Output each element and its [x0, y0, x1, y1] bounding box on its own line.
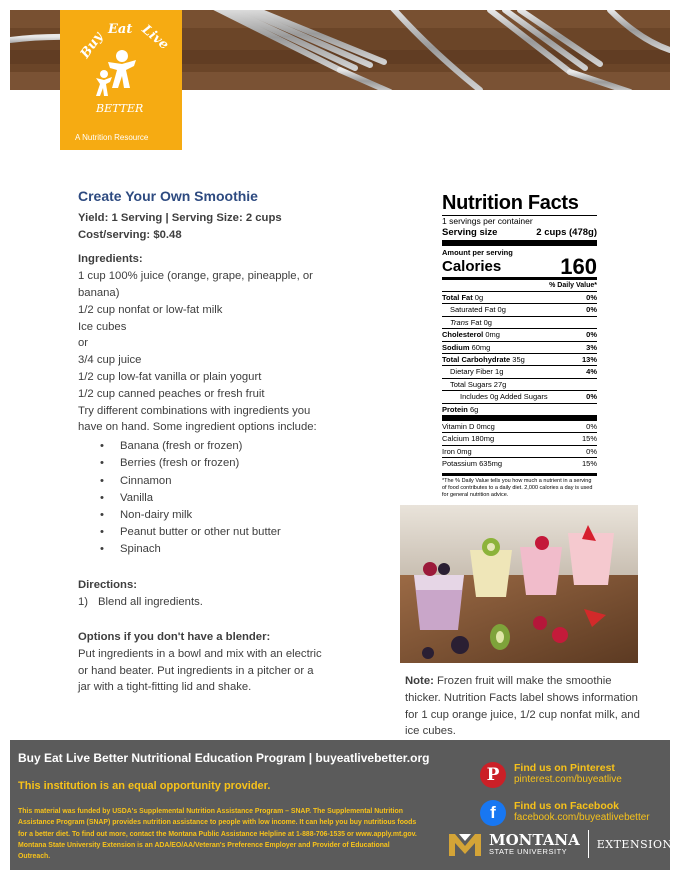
montana-state-extension-logo	[447, 830, 673, 858]
recipe-title: Create Your Own Smoothie	[78, 188, 258, 204]
nutrient-pct: 0%	[586, 305, 597, 315]
serving-size-value: 2 cups (478g)	[536, 227, 597, 238]
facebook-url[interactable]: facebook.com/buyeatlivebetter	[514, 812, 650, 823]
recipe-yield: Yield: 1 Serving | Serving Size: 2 cups	[78, 211, 282, 224]
nutrient-label: Total Sugars	[450, 379, 492, 389]
pinterest-icon: P	[480, 762, 506, 788]
nutrient-label: Dietary Fiber	[450, 367, 493, 377]
nutrient-pct: 0%	[586, 392, 597, 402]
nutrient-amount: 0mg	[457, 446, 472, 456]
nutrient-label: Total Carbohydrate	[442, 355, 511, 365]
nutrient-label: Includes 0g Added Sugars	[460, 392, 548, 402]
buy-eat-live-better-logo	[60, 10, 182, 150]
logo-word-buy: Buy	[77, 29, 107, 62]
calories-row	[442, 254, 597, 280]
nutrient-amount: 0mg	[485, 330, 500, 340]
ingredient-line: 3/4 cup juice	[78, 354, 142, 367]
nutrient-amount: 180mg	[471, 434, 495, 444]
nutrient-pct: 4%	[586, 367, 597, 377]
direction-number: 1)	[78, 596, 89, 609]
extension-label: EXTENSION	[596, 837, 673, 851]
nutrient-label: Total Fat	[442, 293, 473, 302]
pinterest-title: Find us on Pinterest	[514, 762, 615, 774]
nutrient-row-total-fat	[442, 292, 597, 304]
nutrient-pct: 15%	[581, 434, 597, 444]
logo-word-live: Live	[138, 22, 172, 53]
serving-size-row	[442, 227, 597, 246]
nutrient-pct: 13%	[581, 355, 597, 365]
ingredient-line: Try different combinations with ingredients you have on hand. Some ingredient options include:	[78, 404, 317, 434]
recipe-cost: Cost/serving: $0.48	[78, 228, 182, 241]
smoothie-note	[405, 673, 640, 740]
nutrient-pct: 3%	[586, 342, 597, 352]
list-item: • Cinnamon	[100, 473, 328, 490]
list-item: • Peanut butter or other nut butter	[100, 524, 328, 541]
nutrient-label: Potassium	[442, 459, 478, 469]
nutrient-label: Saturated Fat	[450, 305, 496, 315]
nutrient-row-added-sugars	[442, 391, 597, 403]
footer-program-title: Buy Eat Live Better Nutritional Education Program | buyeatlivebetter.org	[18, 751, 430, 765]
funding-fine-print: This material was funded by USDA's Supplemental Nutrition Assistance Program – SNAP. The Supplemental Nutrition Assistance Program (SNAP) provides nutrition assistance to people with low income. It can help you buy nutritious foods for a better diet. To find out more, contact the Montana Public Assistance Helpline at 1-888-706-1535 or www.apply.mt.gov. Montana State University Extension is an ADA/EO/AA/Veteran's Preference Employer and Provider of Educational Outreach.	[18, 808, 417, 861]
ingredient-line: 1 cup 100% juice (orange, grape, pineapple, or banana)	[78, 270, 313, 299]
nutrient-pct: 0%	[586, 446, 597, 456]
nutrition-footnote: *The % Daily Value tells you how much a nutrient in a serving of food contributes to a daily diet. 2,000 calories a day is used for general nutrition advice.	[442, 473, 597, 499]
nutrient-label: Cholesterol	[442, 330, 484, 340]
msu-subname: STATE UNIVERSITY	[489, 846, 568, 856]
nutrient-row-iron	[442, 446, 597, 458]
nutrient-amount: 6g	[469, 404, 479, 414]
ingredient-line: 1/2 cup canned peaches or fresh fruit	[78, 387, 265, 400]
nutrient-row-total-carbohydrate	[442, 354, 597, 366]
note-label: Note:	[405, 675, 434, 687]
nutrient-label: Iron	[442, 446, 455, 456]
nutrient-row-dietary-fiber	[442, 366, 597, 378]
smoothie-photo	[400, 505, 638, 663]
nutrient-label: Calcium	[442, 434, 470, 444]
nutrient-row-vitamin-d	[442, 421, 597, 433]
facebook-link[interactable]	[480, 800, 650, 826]
nutrient-row-total-sugars	[442, 379, 597, 391]
ingredient-options-list	[100, 438, 328, 558]
ingredient-line: 1/2 cup nonfat or low-fat milk	[78, 303, 223, 316]
recipe-section	[78, 188, 328, 696]
nutrient-amount: 60mg	[471, 342, 491, 352]
footer	[10, 740, 673, 870]
nutrient-amount: 0g	[497, 305, 506, 315]
calories-label: Calories	[442, 258, 502, 275]
nutrient-row-sodium	[442, 342, 597, 354]
nutrient-pct: 0%	[586, 422, 597, 432]
note-text: Frozen fruit will make the smoothie thicker. Nutrition Facts label shows information for 1 cup orange juice, 1/2 cup nonfat milk, and ice cubes.	[405, 675, 640, 738]
nutrient-label: Trans	[450, 317, 469, 327]
nutrient-amount: 1g	[495, 367, 504, 377]
logo-word-eat: Eat	[108, 22, 133, 37]
no-blender-heading: Options if you don't have a blender:	[78, 631, 271, 644]
nutrient-row-calcium	[442, 433, 597, 445]
logo-word-better: BETTER	[96, 102, 144, 115]
pinterest-url[interactable]: pinterest.com/buyeatlive	[514, 774, 622, 785]
list-item: • Banana (fresh or frozen)	[100, 438, 328, 455]
serving-size-label: Serving size	[442, 227, 498, 238]
facebook-title: Find us on Facebook	[514, 800, 620, 812]
msu-wordmark	[489, 830, 580, 856]
list-item: • Non-dairy milk	[100, 507, 328, 524]
nutrition-facts-title: Nutrition Facts	[442, 192, 597, 216]
equal-opportunity-statement: This institution is an equal opportunity provider.	[18, 780, 271, 792]
ingredient-line: Ice cubes	[78, 320, 127, 333]
nutrient-amount: 0g	[474, 293, 484, 302]
nutrient-row-saturated-fat	[442, 304, 597, 316]
list-item: • Berries (fresh or frozen)	[100, 455, 328, 472]
direction-step	[78, 594, 328, 611]
directions-heading: Directions:	[78, 579, 138, 592]
facebook-icon: f	[480, 800, 506, 826]
nutrient-amount: 35g	[512, 355, 525, 365]
nutrition-facts-label	[442, 192, 597, 499]
nutrient-row-potassium	[442, 458, 597, 469]
nutrient-label: Protein	[442, 404, 468, 414]
msu-name: MONTANA	[489, 830, 580, 849]
nutrient-pct: 0%	[586, 330, 597, 340]
ingredients-heading: Ingredients:	[78, 253, 143, 266]
daily-value-header: % Daily Value*	[442, 280, 597, 292]
nutrient-row-protein	[442, 404, 597, 421]
nutrient-label: Vitamin D	[442, 422, 475, 432]
direction-text: Blend all ingredients.	[98, 596, 203, 609]
nutrient-amount: 27g	[493, 379, 507, 389]
amount-per-serving: Amount per serving	[442, 248, 513, 257]
calories-value: 160	[560, 254, 597, 279]
nutrient-amount: 635mg	[479, 459, 503, 469]
msu-m-icon	[447, 830, 483, 858]
logo-subtitle: A Nutrition Resource	[75, 133, 149, 142]
logo-divider	[588, 830, 589, 858]
smoothie-illustration	[400, 505, 638, 663]
nutrient-pct: 15%	[581, 459, 597, 469]
nutrient-pct: 0%	[586, 293, 597, 302]
pinterest-text	[514, 762, 622, 785]
pinterest-link[interactable]	[480, 762, 622, 788]
nutrient-row-cholesterol	[442, 329, 597, 341]
nutrient-label: Sodium	[442, 342, 470, 352]
list-item: • Vanilla	[100, 490, 328, 507]
nutrient-amount: Fat 0g	[470, 317, 492, 327]
no-blender-text: Put ingredients in a bowl and mix with an electric or hand beater. Put ingredients in a pitcher or a jar with a tight-fitting lid and shake.	[78, 647, 322, 694]
list-item: • Spinach	[100, 541, 328, 558]
ingredient-line: 1/2 cup low-fat vanilla or plain yogurt	[78, 370, 262, 383]
facebook-text	[514, 800, 650, 823]
nutrient-row-trans-fat	[442, 317, 597, 329]
servings-per-container: 1 servings per container	[442, 216, 533, 226]
nutrient-amount: 0mcg	[476, 422, 495, 432]
ingredient-line: or	[78, 337, 89, 350]
